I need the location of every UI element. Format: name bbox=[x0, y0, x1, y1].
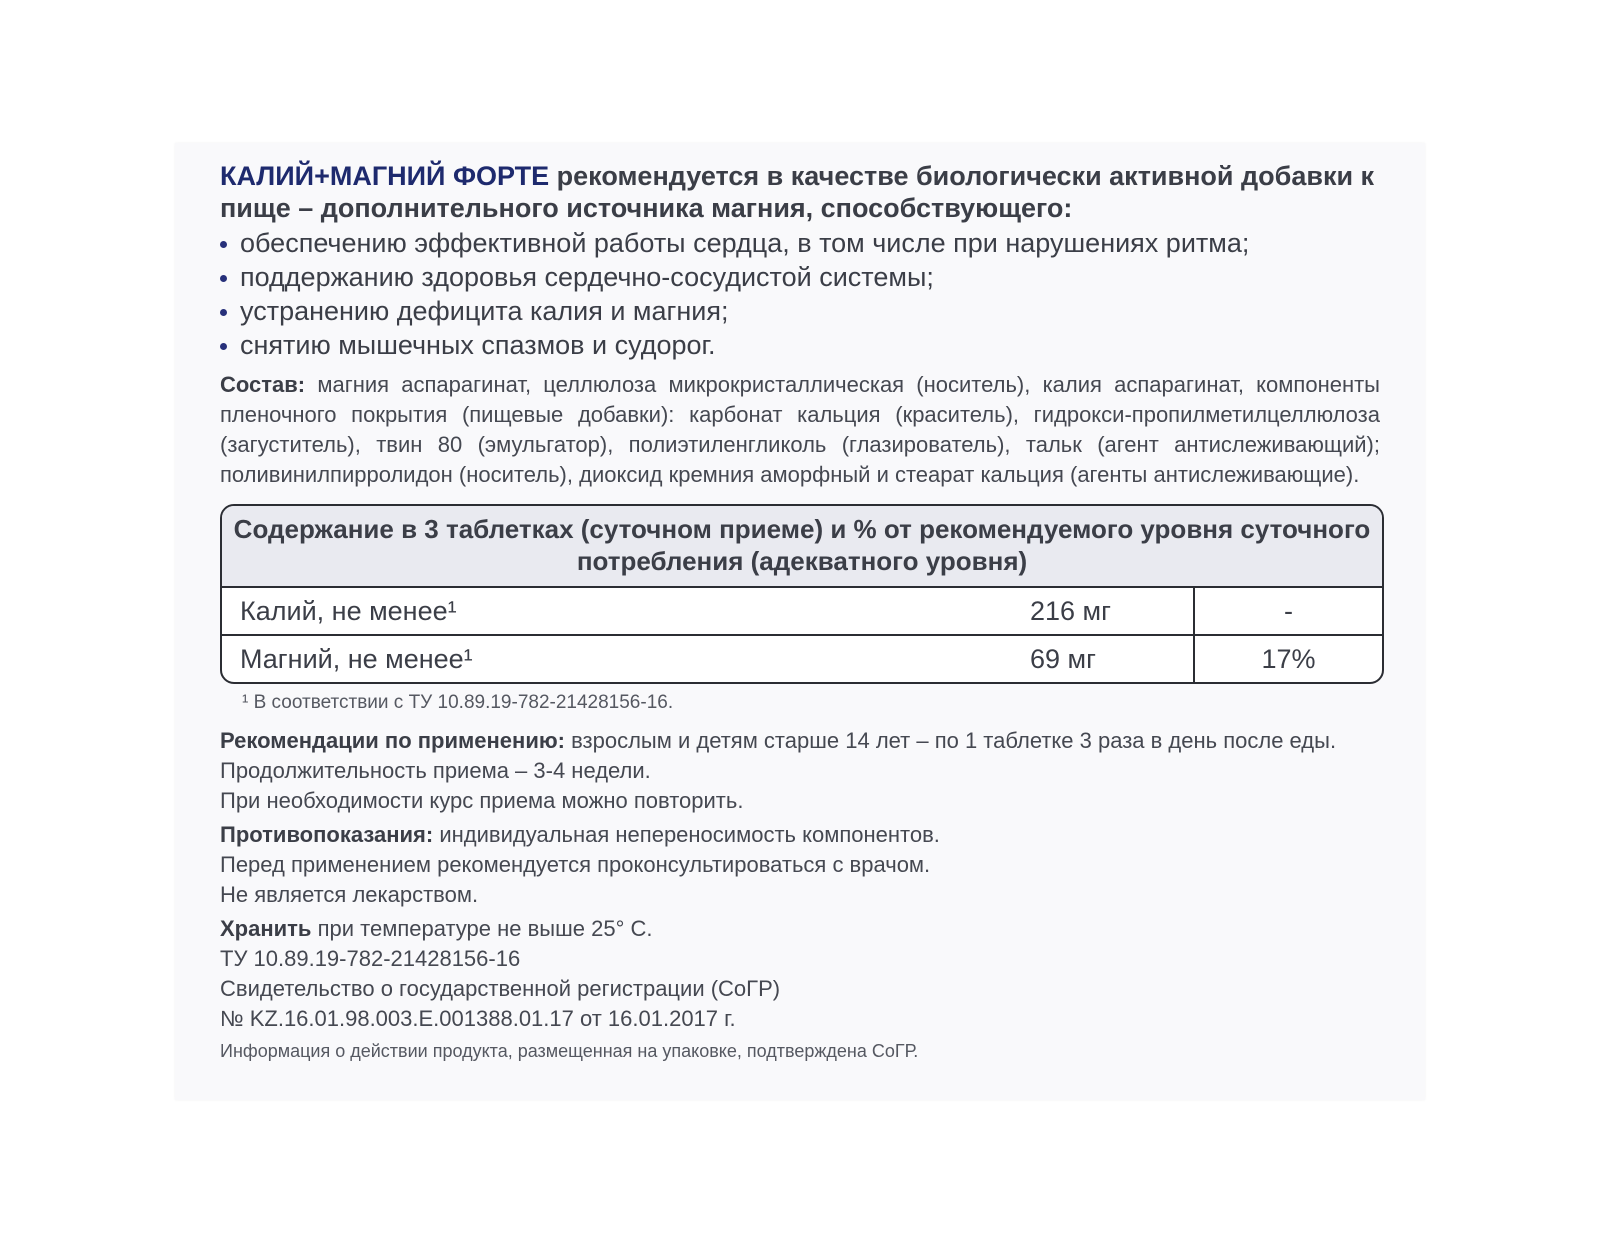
table-footnote: ¹ В соответствии с ТУ 10.89.19-782-21428156-16. bbox=[242, 692, 674, 713]
consult-note: Перед применением рекомендуется проконсультироваться с врачом. bbox=[220, 852, 931, 877]
benefit-text: обеспечению эффективной работы сердца, в том числе при нарушениях ритма; bbox=[240, 228, 1250, 258]
brand-name: КАЛИЙ+МАГНИЙ ФОРТЕ bbox=[220, 161, 550, 191]
info-note: Информация о действии продукта, размещенная на упаковке, подтверждена СоГР. bbox=[220, 1041, 919, 1061]
nutrition-table bbox=[220, 504, 1384, 684]
nutrition-row-magnesium bbox=[222, 634, 1382, 682]
contra-text: индивидуальная непереносимость компонентов. bbox=[433, 822, 940, 847]
nutrition-header: Содержание в 3 таблетках (суточном приеме) и % от рекомендуемого уровня суточного потребления (адекватного уровня) bbox=[222, 506, 1382, 588]
bullet-icon bbox=[220, 309, 227, 316]
composition-label: Состав: bbox=[220, 372, 306, 397]
intro-text: рекомендуется в качестве биологически активной добавки к пище – дополнительного источника магния, способствующего: bbox=[220, 161, 1375, 223]
storage-text: при температуре не выше 25° С. bbox=[311, 916, 653, 941]
benefit-text: устранению дефицита калия и магния; bbox=[240, 296, 729, 326]
benefit-item bbox=[220, 226, 1380, 260]
usage-label: Рекомендации по применению: bbox=[220, 728, 565, 753]
contra-label: Противопоказания: bbox=[220, 822, 434, 847]
benefit-item bbox=[220, 260, 1380, 294]
benefit-text: поддержанию здоровья сердечно-сосудистой системы; bbox=[240, 262, 934, 292]
composition bbox=[220, 370, 1380, 490]
storage-label: Хранить bbox=[220, 916, 312, 941]
benefits-list bbox=[220, 226, 1380, 362]
tu-number: ТУ 10.89.19-782-21428156-16 bbox=[220, 946, 521, 971]
usage-section bbox=[220, 726, 1380, 816]
usage-text-line bbox=[220, 726, 1380, 786]
not-drug-note: Не является лекарством. bbox=[220, 882, 479, 907]
nutrition-row-potassium bbox=[222, 588, 1382, 634]
bullet-icon bbox=[220, 275, 227, 282]
benefit-item bbox=[220, 294, 1380, 328]
storage-section bbox=[220, 914, 1380, 1034]
nutrient-percent: 17% bbox=[1193, 636, 1382, 682]
intro-paragraph bbox=[220, 160, 1380, 224]
nutrient-percent: - bbox=[1193, 588, 1382, 634]
bullet-icon bbox=[220, 343, 227, 350]
registration-number: № KZ.16.01.98.003.E.001388.01.17 от 16.01.2017 г. bbox=[220, 1006, 736, 1031]
benefit-item bbox=[220, 328, 1380, 362]
usage-text: взрослым и детям старше 14 лет – по 1 таблетке 3 раза в день после еды. Продолжительность приема – 3-4 недели. bbox=[220, 728, 1337, 783]
benefit-text: снятию мышечных спазмов и судорог. bbox=[240, 330, 716, 360]
storage-line bbox=[220, 914, 1380, 944]
bullet-icon bbox=[220, 241, 227, 248]
usage-repeat: При необходимости курс приема можно повторить. bbox=[220, 788, 744, 813]
composition-text: магния аспарагинат, целлюлоза микрокристаллическая (носитель), калия аспарагинат, компоненты пленочного покрытия (пищевые добавки): карбонат кальция (краситель), гидрокси-пропилметилцеллюлоза (загуститель), твин 80 (эмульгатор), полиэтиленгликоль (глазирователь), тальк (агент антислеживающий); поливинилпирролидон (носитель), диоксид кремния аморфный и стеарат кальция (агенты антислеживающие). bbox=[220, 372, 1380, 487]
registration-certificate: Свидетельство о государственной регистрации (СоГР) bbox=[220, 976, 781, 1001]
contraindications-section bbox=[220, 820, 1380, 910]
nutrient-name: Магний, не менее¹ bbox=[240, 643, 473, 674]
nutrient-amount: 216 мг bbox=[1030, 595, 1111, 626]
nutrient-name: Калий, не менее¹ bbox=[240, 595, 457, 626]
nutrient-amount: 69 мг bbox=[1030, 643, 1096, 674]
label-content bbox=[220, 160, 1380, 1064]
contra-line bbox=[220, 820, 1380, 850]
